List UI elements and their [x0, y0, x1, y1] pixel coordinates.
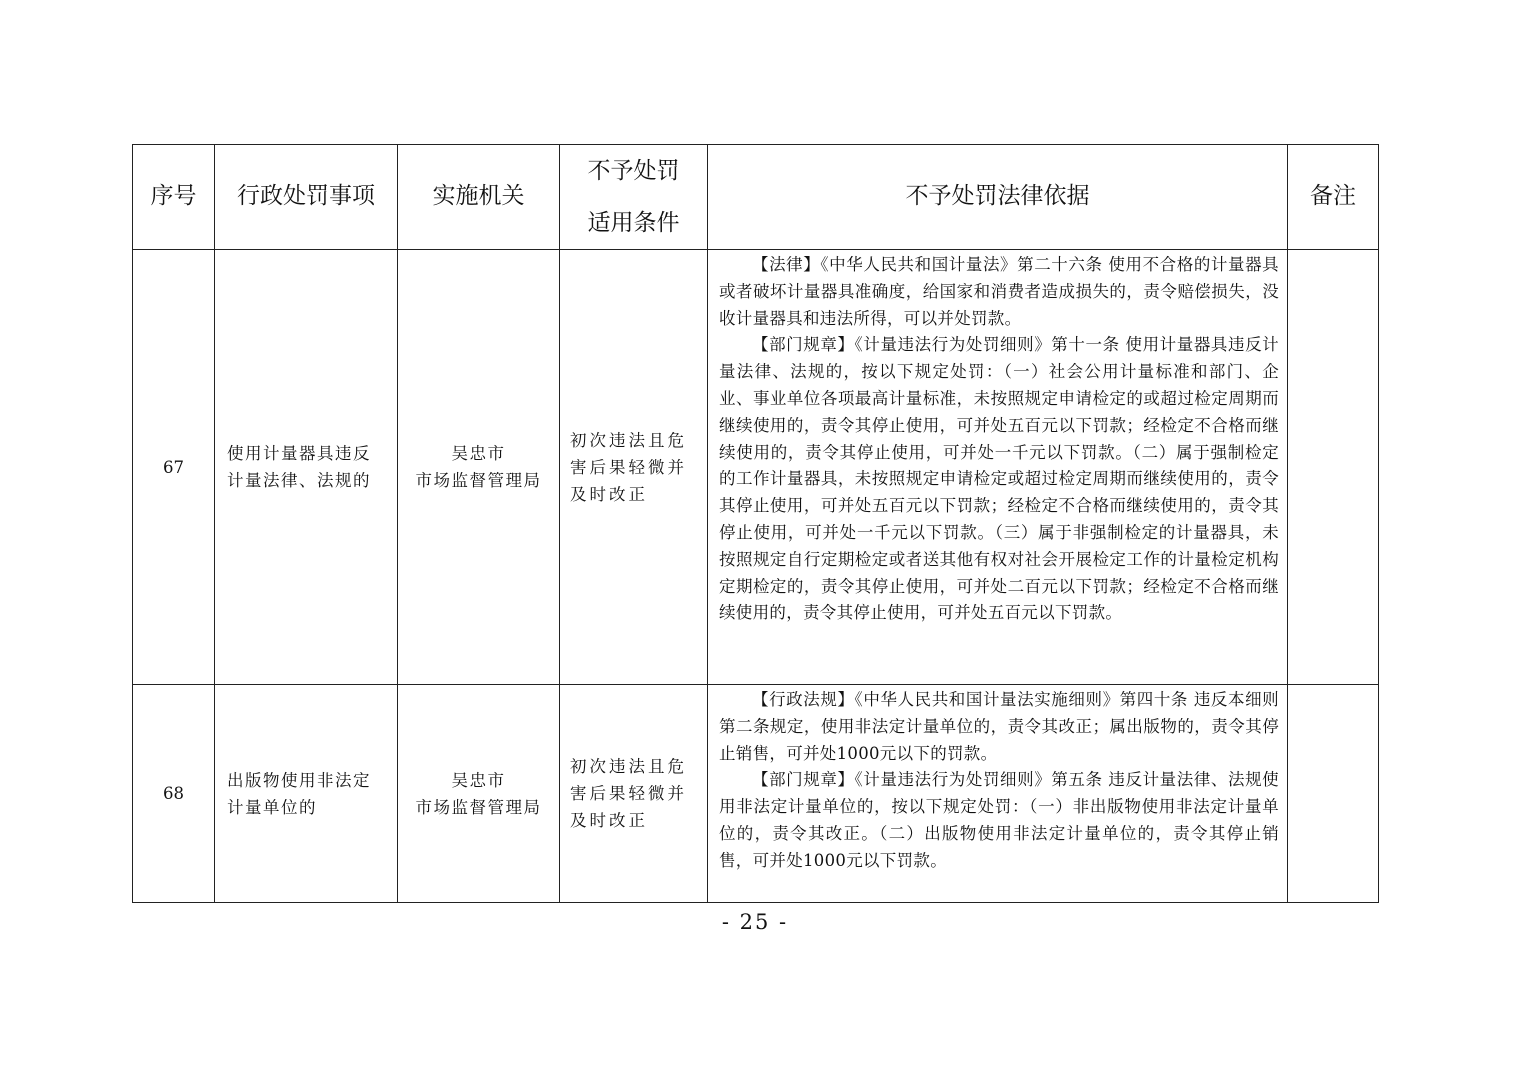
basis-paragraph: 【行政法规】《中华人民共和国计量法实施细则》第四十条 违反本细则第二条规定，使用非法定计量单位的，责令其改正；属出版物的，责令其停止销售，可并处1000元以下的罚款。: [719, 690, 1279, 763]
header-condition-line1: 不予处罚: [587, 158, 680, 184]
row-legal-basis: [708, 685, 1288, 903]
row-agency: [398, 250, 560, 685]
header-condition: [560, 145, 708, 250]
row-seq: 68: [133, 685, 215, 903]
table-row: [133, 685, 1379, 903]
header-remark: 备注: [1288, 145, 1379, 250]
header-row: [133, 145, 1379, 250]
row-item: 出版物使用非法定计量单位的: [215, 685, 398, 903]
header-basis: 不予处罚法律依据: [708, 145, 1288, 250]
page-number: - 25 -: [721, 910, 789, 934]
header-agency: 实施机关: [398, 145, 560, 250]
row-condition: 初次违法且危害后果轻微并及时改正: [560, 685, 708, 903]
table-row: [133, 250, 1379, 685]
row-agency: [398, 685, 560, 903]
row-agency-line1: 吴忠市: [451, 444, 506, 463]
basis-paragraph: 【法律】《中华人民共和国计量法》第二十六条 使用不合格的计量器具或者破坏计量器具准确度，给国家和消费者造成损失的，责令赔偿损失，没收计量器具和违法所得，可以并处罚款。: [719, 255, 1279, 328]
row-remark: [1288, 250, 1379, 685]
row-item: 使用计量器具违反计量法律、法规的: [215, 250, 398, 685]
row-agency-line2: 市场监督管理局: [415, 797, 542, 817]
row-remark: [1288, 685, 1379, 903]
row-condition: 初次违法且危害后果轻微并及时改正: [560, 250, 708, 685]
basis-paragraph: 【部门规章】《计量违法行为处罚细则》第十一条 使用计量器具违反计量法律、法规的，按以下规定处罚：（一）社会公用计量标准和部门、企业、事业单位各项最高计量标准，未按照规定申请检定的或超过检定周期而继续使用的，责令其停止使用，可并处五百元以下罚款；经检定不合格而继续使用的，责令其停止使用，可并处一千元以下罚款。（二）属于强制检定的工作计量器具，未按照规定申请检定或超过检定周期而继续使用的，责令其停止使用，可并处五百元以下罚款；经检定不合格而继续使用的，责令其停止使用，可并处一千元以下罚款。（三）属于非强制检定的计量器具，未按照规定自行定期检定或者送其他有权对社会开展检定工作的计量检定机构定期检定的，责令其停止使用，可并处二百元以下罚款；经检定不合格而继续使用的，责令其停止使用，可并处五百元以下罚款。: [719, 335, 1279, 623]
penalty-table: [132, 144, 1379, 903]
row-agency-line2: 市场监督管理局: [415, 471, 542, 490]
header-item: 行政处罚事项: [215, 145, 398, 250]
row-seq: 67: [133, 250, 215, 685]
row-legal-basis: [708, 250, 1288, 685]
header-condition-line2: 适用条件: [587, 210, 680, 236]
row-agency-line1: 吴忠市: [451, 770, 506, 790]
table-header: [133, 145, 1379, 250]
header-seq: 序号: [133, 145, 215, 250]
basis-paragraph: 【部门规章】《计量违法行为处罚细则》第五条 违反计量法律、法规使用非法定计量单位的，按以下规定处罚：（一）非出版物使用非法定计量单位的，责令其改正。（二）出版物使用非法定计量单位的，责令其停止销售，可并处1000元以下罚款。: [719, 770, 1279, 870]
